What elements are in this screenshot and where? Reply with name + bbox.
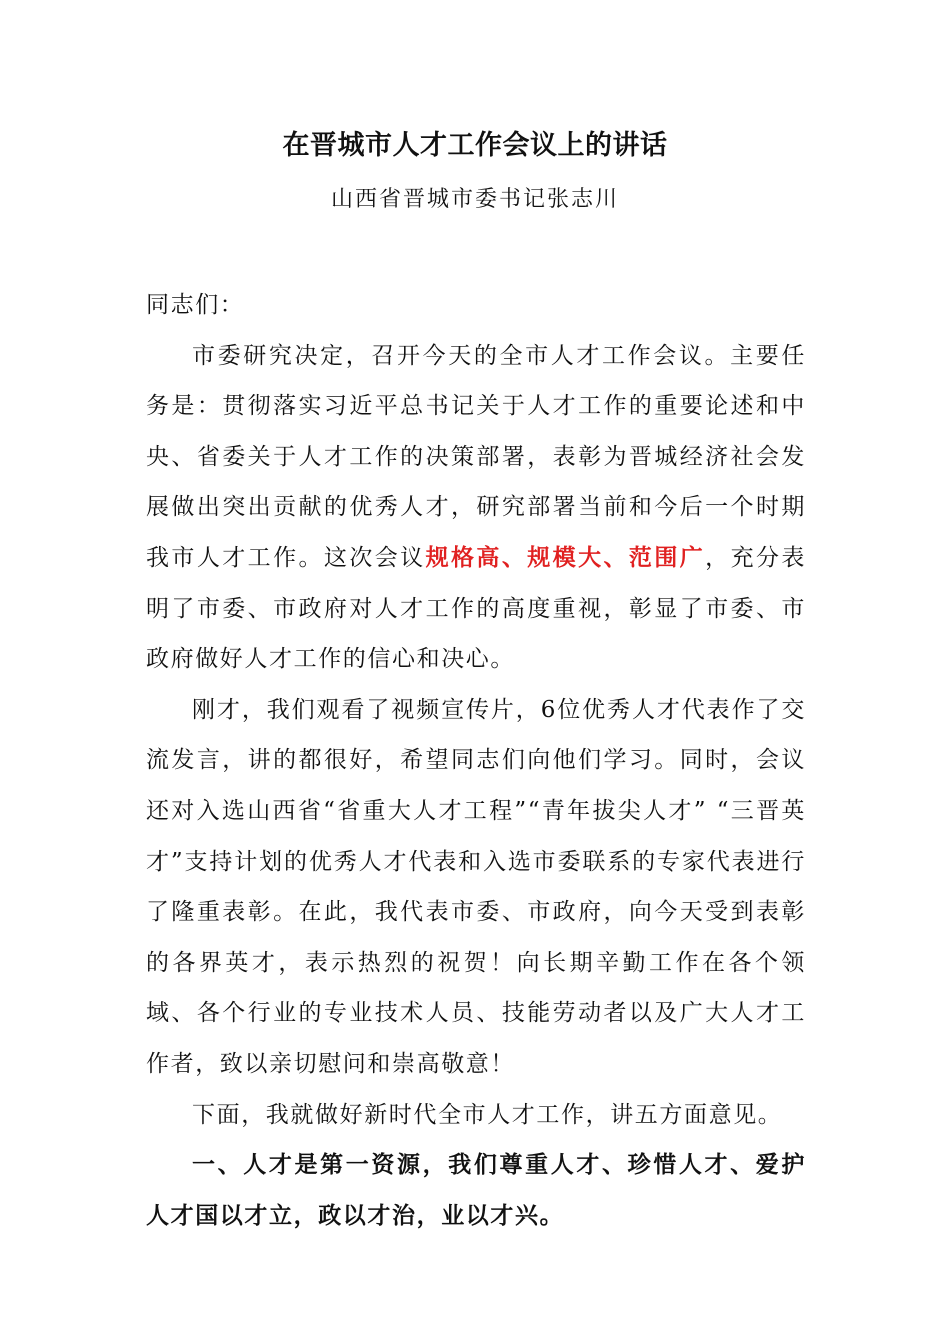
highlighted-phrase: 规格高、规模大、范围广 — [425, 543, 706, 571]
paragraph-1 — [146, 331, 806, 685]
document-body — [146, 280, 806, 1241]
section-heading-1: 一、人才是第一资源，我们尊重人才、珍惜人才、爱护人才国以才立，政以才治，业以才兴。 — [146, 1151, 806, 1229]
paragraph-2: 刚才，我们观看了视频宣传片，6位优秀人才代表作了交流发言，讲的都很好，希望同志们向他们学习。同时，会议还对入选山西省“省重大人才工程”“青年拔尖人才” “三晋英才”支持计划的优秀人才代表和入选市委联系的专家代表进行了隆重表彰。在此，我代表市委、市政府，向今天受到表彰的各界英才，表示热烈的祝贺！向长期辛勤工作在各个领域、各个行业的专业技术人员、技能劳动者以及广大人才工作者，致以亲切慰问和崇高敬意！ — [146, 696, 806, 1077]
paragraph-3: 下面，我就做好新时代全市人才工作，讲五方面意见。 — [192, 1101, 783, 1128]
document-title: 在晋城市人才工作会议上的讲话 — [282, 130, 668, 161]
paragraph-1-text-a: 市委研究决定，召开今天的全市人才工作会议。主要任务是：贯彻落实习近平总书记关于人才工作的重要论述和中央、省委关于人才工作的决策部署，表彰为晋城经济社会发展做出突出贡献的优秀人才，研究部署当前和今后一个时期我市人才工作。这次会议 — [146, 342, 806, 571]
document-subtitle: 山西省晋城市委书记张志川 — [330, 187, 619, 212]
salutation: 同志们： — [146, 292, 245, 318]
paragraph-1-text-b: ，充分表明了市委、市政府对人才工作的高度重视，彰显了市委、市政府做好人才工作的信心和决心。 — [146, 544, 807, 673]
